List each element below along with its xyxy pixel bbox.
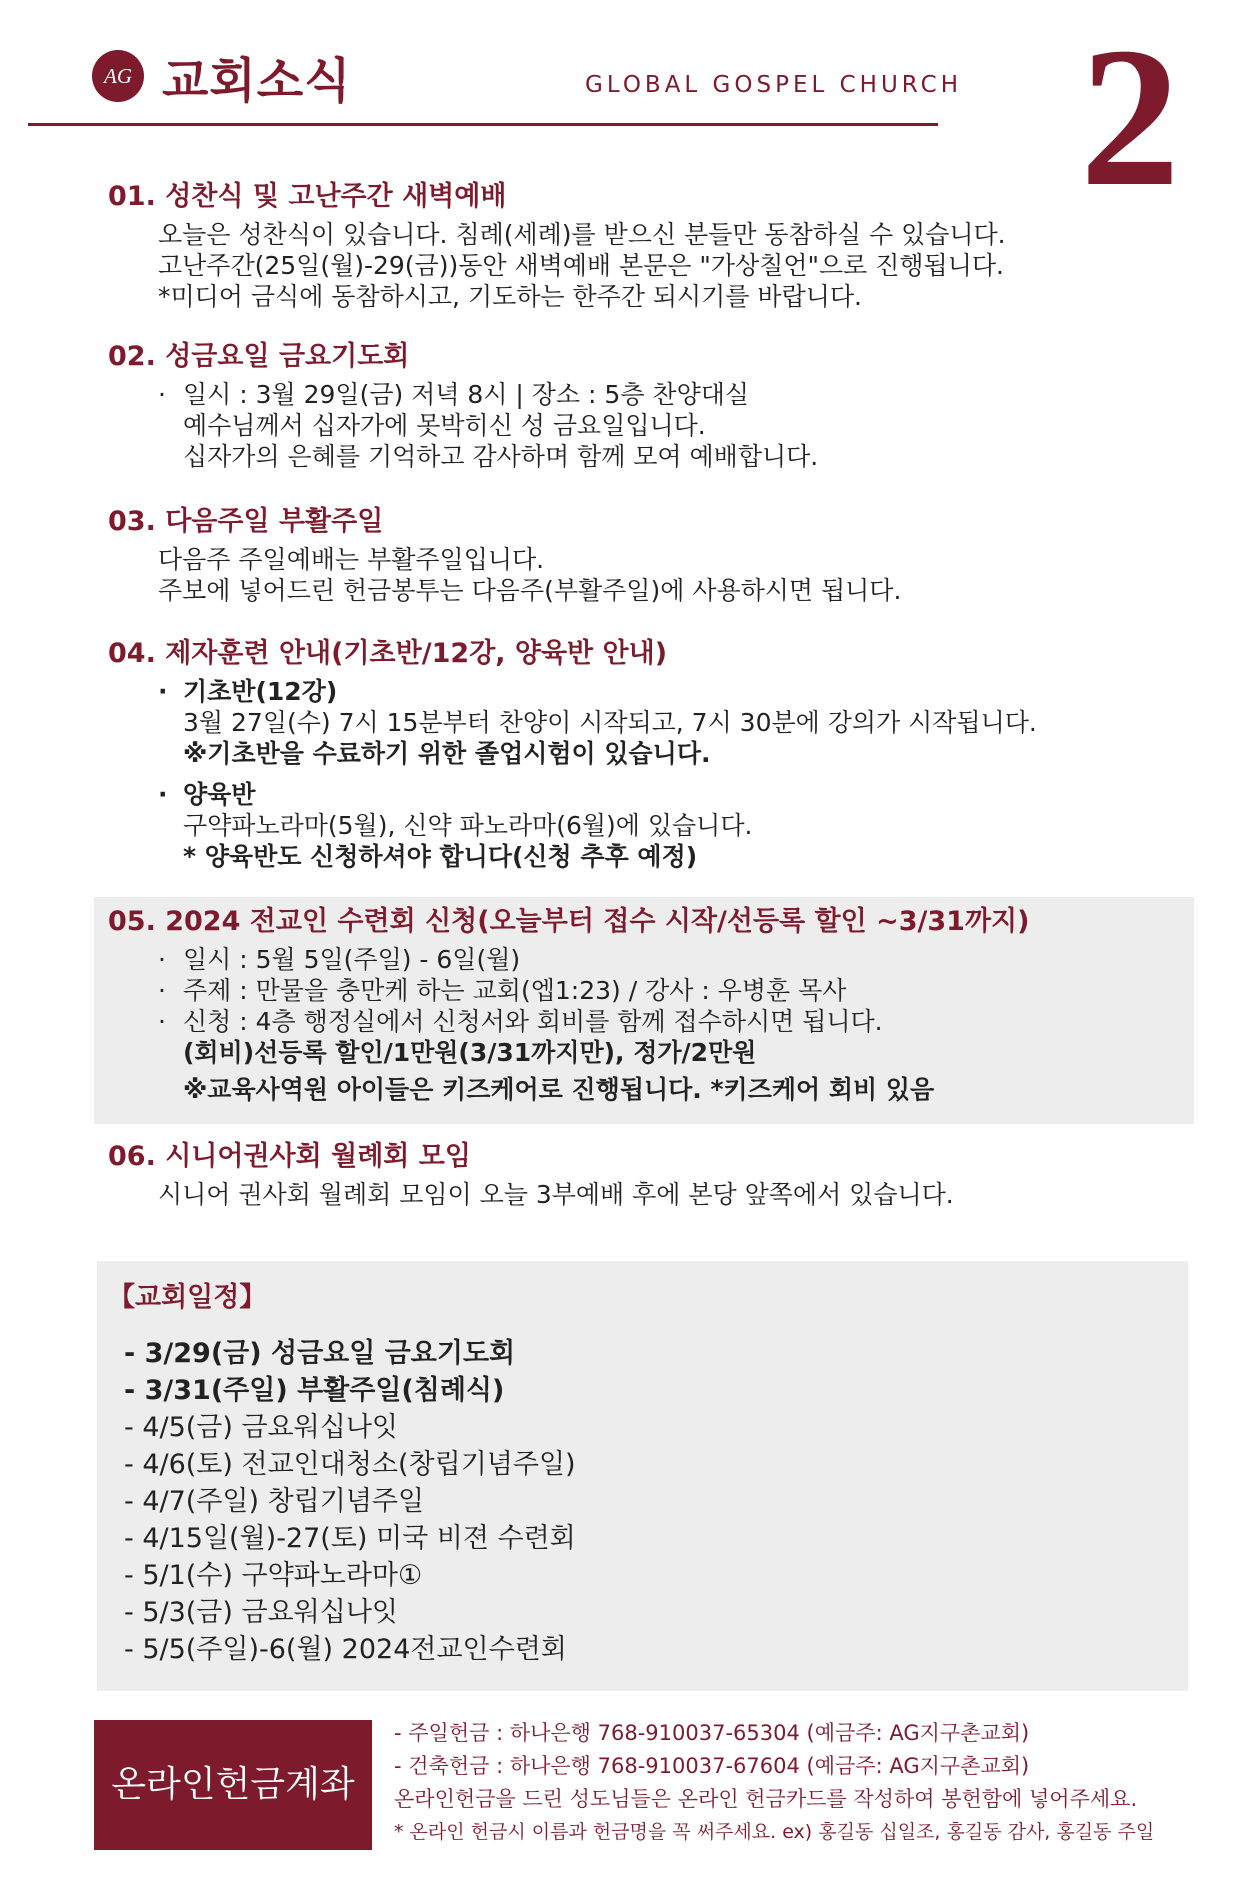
news-line: *미디어 금식에 동참하시고, 기도하는 한주간 되시기를 바랍니다. (158, 282, 862, 311)
bullet-heading: 양육반 (183, 780, 256, 809)
online-offering-label: 온라인헌금계좌 (94, 1720, 372, 1850)
schedule-list (124, 1335, 576, 1668)
schedule-item: - 4/5(금) 금요워십나잇 (124, 1412, 399, 1443)
news-line: 시니어 권사회 월례회 모임이 오늘 3부예배 후에 본당 앞쪽에서 있습니다. (158, 1180, 954, 1209)
account-line: - 주일헌금 : 하나은행 768-910037-65304 (예금주: AG지구촌교회) (394, 1721, 1030, 1745)
schedule-item: - 3/29(금) 성금요일 금요기도회 (124, 1338, 516, 1369)
account-info (394, 1717, 1154, 1849)
page-number: 2 (1080, 7, 1180, 228)
church-logo: AG (92, 50, 144, 102)
schedule-item: - 5/3(금) 금요워십나잇 (124, 1597, 399, 1628)
bullet-item (108, 975, 1188, 1006)
news-item-03 (108, 505, 1188, 606)
account-line: - 건축헌금 : 하나은행 768-910037-67604 (예금주: AG지구촌교회) (394, 1754, 1030, 1778)
news-line: 3월 27일(수) 7시 15분부터 찬양이 시작되고, 7시 30분에 강의가 시작됩니다. (183, 708, 1037, 737)
news-title: 01. 성찬식 및 고난주간 새벽예배 (108, 181, 507, 212)
news-item-01 (108, 180, 1188, 312)
schedule-item: - 4/7(주일) 창립기념주일 (124, 1486, 425, 1517)
news-item-04 (108, 637, 1188, 872)
schedule-item: - 4/15일(월)-27(토) 미국 비젼 수련회 (124, 1523, 576, 1554)
account-line: 온라인헌금을 드린 성도님들은 온라인 헌금카드를 작성하여 봉헌함에 넣어주세요. (394, 1787, 1138, 1811)
fee-line: (회비)선등록 할인/1만원(3/31까지만), 정가/2만원 (183, 1038, 757, 1067)
page-title: 교회소식 (162, 53, 352, 109)
news-item-06 (108, 1140, 1188, 1210)
bullet-text: 신청 : 4층 행정실에서 신청서와 회비를 함께 접수하시면 됩니다. (183, 1007, 883, 1036)
bullet-heading: 기초반(12강) (183, 677, 338, 706)
news-title: 03. 다음주일 부활주일 (108, 506, 384, 537)
bullet-dot: · (158, 677, 168, 706)
news-line: 십자가의 은혜를 기억하고 감사하며 함께 모여 예배합니다. (183, 442, 819, 471)
news-title: 02. 성금요일 금요기도회 (108, 341, 410, 372)
bullet-item (108, 1006, 1188, 1037)
bullet-dot: · (158, 1007, 166, 1036)
news-note: ※교육사역원 아이들은 키즈케어로 진행됩니다. *키즈케어 회비 있음 (183, 1075, 935, 1104)
bullet-dot: · (158, 380, 166, 409)
bullet-text: 일시 : 5월 5일(주일) - 6일(월) (183, 945, 521, 974)
bullet-dot: · (158, 976, 166, 1005)
account-line: * 온라인 헌금시 이름과 헌금명을 꼭 써주세요. ex) 홍길동 십일조, 홍길동 감사, 홍길동 주일 (394, 1821, 1155, 1843)
news-line: 구약파노라마(5월), 신약 파노라마(6월)에 있습니다. (183, 811, 753, 840)
church-name: GLOBAL GOSPEL CHURCH (585, 72, 962, 98)
news-title: 04. 제자훈련 안내(기초반/12강, 양육반 안내) (108, 638, 668, 669)
schedule-title: 【교회일정】 (108, 1282, 267, 1313)
header-divider (28, 123, 938, 126)
news-note: * 양육반도 신청하셔야 합니다(신청 추후 예정) (183, 842, 698, 871)
bullet-dot: · (158, 780, 168, 809)
news-note: ※기초반을 수료하기 위한 졸업시험이 있습니다. (183, 739, 711, 768)
bullet-item (108, 779, 1188, 810)
schedule-item: - 4/6(토) 전교인대청소(창립기념주일) (124, 1449, 576, 1480)
bullet-item (108, 379, 1188, 410)
schedule-item: - 3/31(주일) 부활주일(침례식) (124, 1375, 505, 1406)
schedule-item: - 5/5(주일)-6(월) 2024전교인수련회 (124, 1634, 567, 1665)
bullet-text: 일시 : 3월 29일(금) 저녁 8시 | 장소 : 5층 찬양대실 (183, 380, 750, 409)
news-item-05 (108, 905, 1188, 1105)
bullet-item (108, 944, 1188, 975)
schedule-item: - 5/1(수) 구약파노라마① (124, 1560, 423, 1591)
bullet-item (108, 676, 1188, 707)
news-title: 06. 시니어권사회 월례회 모임 (108, 1141, 471, 1172)
news-line: 예수님께서 십자가에 못박히신 성 금요일입니다. (183, 411, 706, 440)
news-line: 오늘은 성찬식이 있습니다. 침례(세례)를 받으신 분들만 동참하실 수 있습니다. (158, 220, 1006, 249)
news-item-02 (108, 340, 1188, 472)
news-line: 고난주간(25일(월)-29(금))동안 새벽예배 본문은 "가상칠언"으로 진행됩니다. (158, 251, 1004, 280)
bullet-text: 주제 : 만물을 충만케 하는 교회(엡1:23) / 강사 : 우병훈 목사 (183, 976, 847, 1005)
bullet-dot: · (158, 945, 166, 974)
news-line: 다음주 주일예배는 부활주일입니다. (158, 545, 545, 574)
news-title: 05. 2024 전교인 수련회 신청(오늘부터 접수 시작/선등록 할인 ~3/31까지) (108, 906, 1030, 937)
news-line: 주보에 넣어드린 헌금봉투는 다음주(부활주일)에 사용하시면 됩니다. (158, 576, 902, 605)
